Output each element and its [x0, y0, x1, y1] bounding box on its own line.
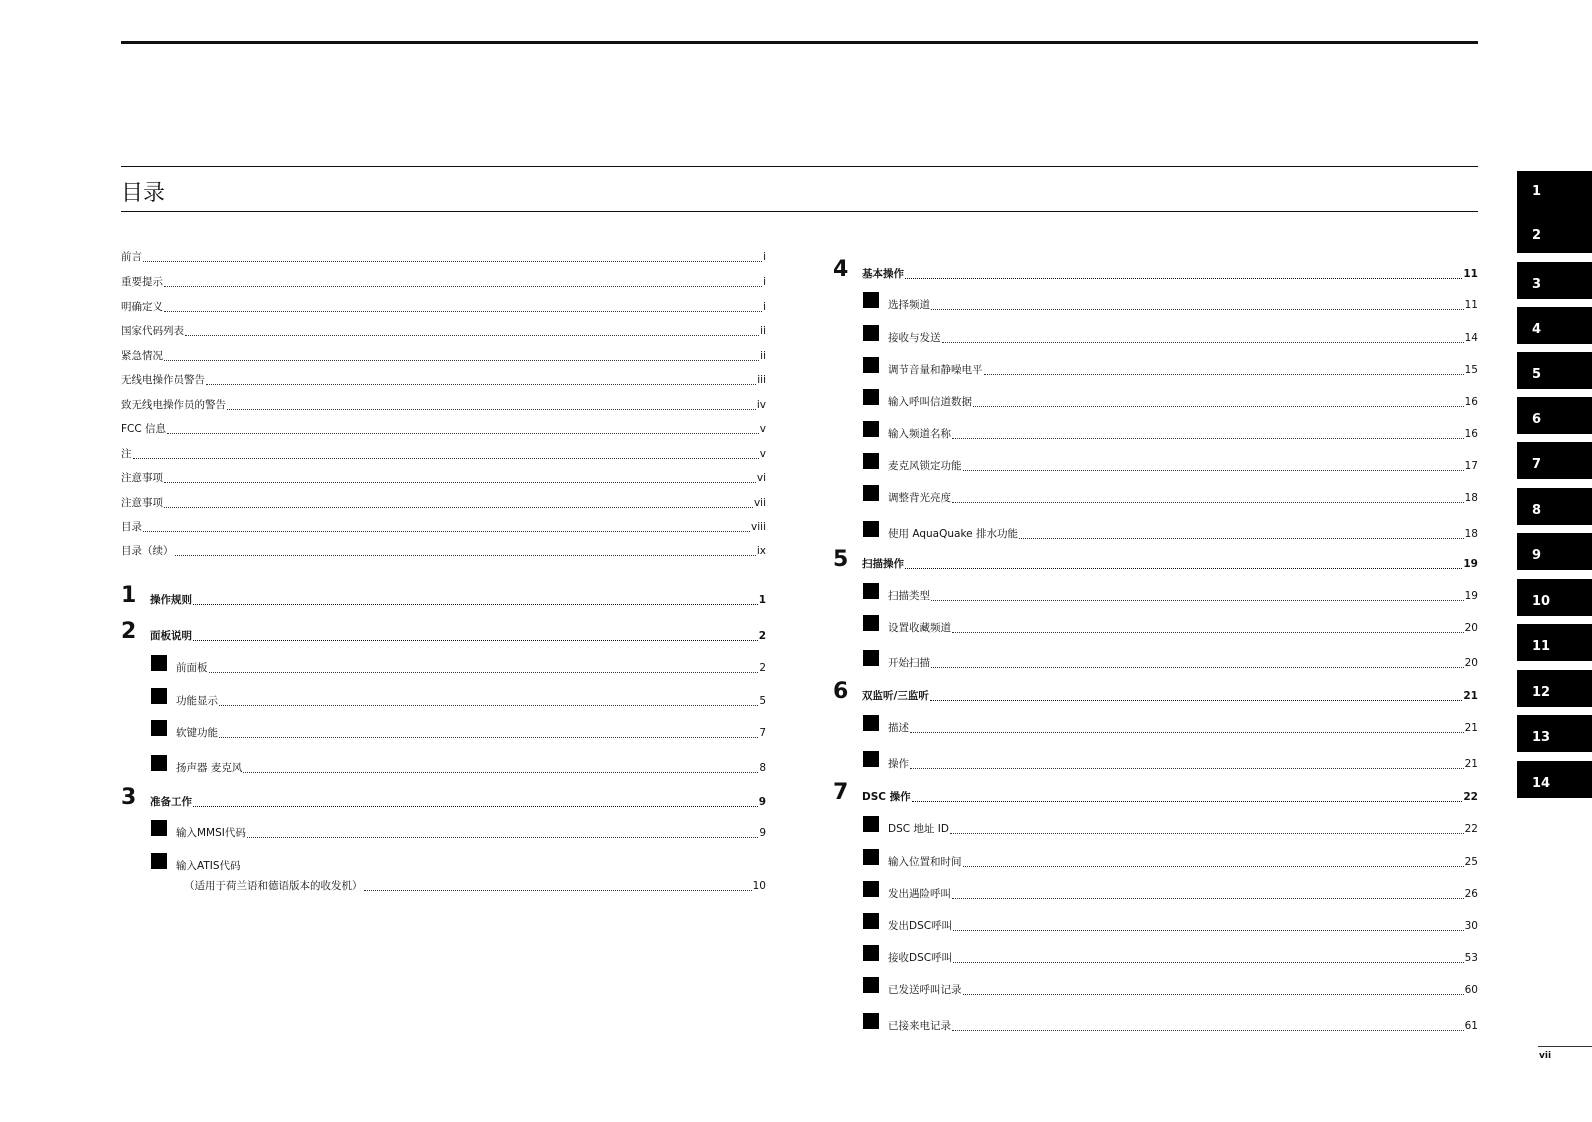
toc-entry-page: i	[763, 251, 766, 263]
toc-entry-page: 19	[1464, 590, 1478, 602]
section-marker-square	[863, 357, 879, 373]
dot-leader	[952, 898, 1464, 899]
dot-leader	[984, 374, 1464, 375]
section-marker-square	[863, 521, 879, 537]
section-marker-square	[151, 688, 167, 704]
toc-entry-label: 扫描类型	[888, 590, 930, 602]
chapter-tab-label: 3	[1532, 277, 1542, 292]
toc-entry-label: 软键功能	[176, 727, 218, 739]
toc-entry-page: 2	[758, 630, 766, 642]
dot-leader	[953, 930, 1464, 931]
toc-entry-page: 20	[1464, 622, 1478, 634]
toc-entry-page: 61	[1464, 1020, 1478, 1032]
toc-entry-label: 准备工作	[150, 796, 192, 808]
dot-leader	[364, 890, 752, 891]
dot-leader	[206, 384, 756, 385]
toc-entry-page: 20	[1464, 657, 1478, 669]
toc-entry-section[interactable]	[833, 977, 1478, 997]
toc-entry-front[interactable]	[121, 350, 766, 363]
dot-leader	[953, 962, 1464, 963]
section-marker-square	[863, 977, 879, 993]
section-marker-square	[863, 615, 879, 631]
section-marker-square	[863, 913, 879, 929]
chapter-tab-label: 4	[1532, 322, 1542, 337]
dot-leader	[1019, 538, 1464, 539]
toc-entry-section[interactable]	[833, 751, 1478, 771]
section-marker-square	[151, 755, 167, 771]
toc-entry-section[interactable]	[121, 853, 766, 873]
chapter-tab-label: 2	[1532, 228, 1542, 243]
chapter-tab-13[interactable]	[1517, 715, 1592, 752]
toc-entry-page: v	[759, 448, 766, 460]
toc-entry-front[interactable]	[121, 497, 766, 510]
section-marker-square	[863, 881, 879, 897]
toc-entry-label: 输入ATIS代码	[176, 860, 241, 872]
toc-entry-front[interactable]	[121, 448, 766, 461]
toc-entry-label: 注意事项	[121, 472, 163, 484]
chapter-number: 3	[121, 785, 137, 810]
toc-entry-page: 21	[1464, 722, 1478, 734]
dot-leader	[227, 409, 756, 410]
chapter-tab-label: 7	[1532, 457, 1542, 472]
toc-entry-label: 麦克风锁定功能	[888, 460, 962, 472]
section-marker-square	[863, 849, 879, 865]
dot-leader	[905, 278, 1462, 279]
toc-entry-front[interactable]	[121, 374, 766, 387]
toc-entry-page: 53	[1464, 952, 1478, 964]
section-marker-square	[863, 650, 879, 666]
toc-entry-section[interactable]	[121, 720, 766, 740]
toc-entry-section[interactable]	[833, 913, 1478, 933]
toc-entry-label: 目录（续）	[121, 545, 174, 557]
dot-leader	[143, 261, 762, 262]
chapter-number: 4	[833, 257, 849, 282]
toc-entry-label: 前言	[121, 251, 142, 263]
toc-entry-label: 调节音量和静噪电平	[888, 364, 983, 376]
section-marker-square	[863, 751, 879, 767]
toc-entry-page: i	[763, 301, 766, 313]
toc-entry-section[interactable]	[833, 945, 1478, 965]
dot-leader	[952, 502, 1464, 503]
chapter-number: 6	[833, 679, 849, 704]
toc-entry-label: DSC 操作	[862, 791, 911, 803]
dot-leader	[219, 737, 758, 738]
toc-entry-section[interactable]	[833, 325, 1478, 345]
toc-entry-label: （适用于荷兰语和德语版本的收发机）	[184, 880, 363, 892]
toc-entry-page: 10	[752, 880, 766, 892]
chapter-tab-label: 8	[1532, 503, 1542, 518]
title-rule-top	[121, 166, 1478, 167]
chapter-tab-label: 9	[1532, 548, 1542, 563]
chapter-tab-8[interactable]	[1517, 488, 1592, 525]
dot-leader	[167, 433, 759, 434]
toc-entry-label: 前面板	[176, 662, 208, 674]
toc-entry-section[interactable]	[833, 453, 1478, 473]
dot-leader	[164, 507, 753, 508]
dot-leader	[930, 700, 1463, 701]
toc-entry-label: 描述	[888, 722, 909, 734]
toc-entry-page: 26	[1464, 888, 1478, 900]
toc-entry-label: 已接来电记录	[888, 1020, 951, 1032]
dot-leader	[912, 801, 1463, 802]
toc-entry-label: 输入频道名称	[888, 428, 951, 440]
dot-leader	[164, 482, 756, 483]
chapter-tab-3[interactable]	[1517, 262, 1592, 299]
toc-entry-page: 1	[758, 594, 766, 606]
dot-leader	[209, 672, 759, 673]
toc-entry-section[interactable]	[121, 655, 766, 675]
toc-entry-page: 25	[1464, 856, 1478, 868]
toc-entry-label: 已发送呼叫记录	[888, 984, 962, 996]
top-rule	[121, 41, 1478, 44]
dot-leader	[952, 632, 1464, 633]
chapter-tab-10[interactable]	[1517, 579, 1592, 616]
toc-entry-page: 22	[1464, 823, 1478, 835]
toc-entry-page: 14	[1464, 332, 1478, 344]
toc-entry-page: ii	[760, 325, 766, 337]
toc-entry-page: vii	[753, 497, 766, 509]
toc-entry-label: 接收与发送	[888, 332, 941, 344]
toc-entry-section[interactable]	[833, 389, 1478, 409]
toc-entry-section[interactable]	[121, 688, 766, 708]
toc-entry-page: 7	[759, 727, 766, 739]
dot-leader	[931, 600, 1464, 601]
toc-entry-section[interactable]	[833, 816, 1478, 836]
chapter-tab-5[interactable]	[1517, 352, 1592, 389]
section-marker-square	[151, 820, 167, 836]
toc-entry-label: 紧急情况	[121, 350, 163, 362]
dot-leader	[963, 866, 1464, 867]
toc-entry-front[interactable]	[121, 545, 766, 558]
toc-entry-section[interactable]	[833, 583, 1478, 603]
toc-entry-label: 扬声器 麦克风	[176, 762, 243, 774]
toc-entry-label: 重要提示	[121, 276, 163, 288]
toc-entry-section[interactable]	[833, 881, 1478, 901]
toc-entry-label: 调整背光亮度	[888, 492, 951, 504]
chapter-number: 2	[121, 619, 137, 644]
chapter-tab-1-2[interactable]	[1517, 171, 1592, 253]
toc-entry-label: 输入呼叫信道数据	[888, 396, 972, 408]
chapter-number: 1	[121, 583, 137, 608]
page-title: 目录	[121, 181, 166, 206]
toc-entry-page: 21	[1463, 690, 1478, 702]
chapter-number: 5	[833, 547, 849, 572]
dot-leader	[164, 360, 759, 361]
dot-leader	[247, 837, 758, 838]
toc-entry-section[interactable]	[833, 521, 1478, 541]
toc-entry-label: 功能显示	[176, 695, 218, 707]
chapter-tab-label: 11	[1532, 639, 1551, 654]
page-number-rule	[1538, 1046, 1592, 1047]
dot-leader	[963, 470, 1464, 471]
toc-entry-label: DSC 地址 ID	[888, 823, 949, 835]
chapter-tab-14[interactable]	[1517, 761, 1592, 798]
toc-entry-label: FCC 信息	[121, 423, 167, 435]
section-marker-square	[863, 325, 879, 341]
section-marker-square	[151, 720, 167, 736]
dot-leader	[243, 772, 758, 773]
toc-entry-section[interactable]	[833, 650, 1478, 670]
toc-entry-front[interactable]	[121, 251, 766, 264]
dot-leader	[219, 705, 758, 706]
section-marker-square	[863, 945, 879, 961]
toc-entry-label: 开始扫描	[888, 657, 930, 669]
chapter-tab-4[interactable]	[1517, 307, 1592, 344]
toc-entry-label: 注	[121, 448, 132, 460]
chapter-tab-label: 12	[1532, 685, 1551, 700]
dot-leader	[973, 406, 1464, 407]
toc-entry-section[interactable]	[833, 615, 1478, 635]
dot-leader	[143, 531, 750, 532]
toc-entry-page: 15	[1464, 364, 1478, 376]
dot-leader	[931, 309, 1464, 310]
chapter-tab-9[interactable]	[1517, 533, 1592, 570]
toc-entry-page: v	[759, 423, 766, 435]
toc-entry-chapter[interactable]	[121, 621, 766, 643]
dot-leader	[942, 342, 1464, 343]
toc-entry-front[interactable]	[121, 399, 766, 412]
chapter-tab-label: 6	[1532, 412, 1542, 427]
toc-entry-page: 22	[1463, 791, 1478, 803]
section-marker-square	[151, 655, 167, 671]
chapter-tab-6[interactable]	[1517, 397, 1592, 434]
toc-entry-page: ix	[756, 545, 766, 557]
toc-entry-section[interactable]	[833, 715, 1478, 735]
toc-entry-page: 16	[1464, 428, 1478, 440]
chapter-tab-label: 14	[1532, 776, 1551, 791]
chapter-tab-label: 13	[1532, 730, 1551, 745]
toc-entry-label: 选择频道	[888, 299, 930, 311]
dot-leader	[931, 667, 1464, 668]
dot-leader	[193, 640, 758, 641]
toc-entry-label: 双监听/三监听	[862, 690, 929, 702]
section-marker-square	[863, 816, 879, 832]
toc-entry-page: iii	[757, 374, 766, 386]
toc-entry-section[interactable]	[833, 421, 1478, 441]
chapter-tab-label: 5	[1532, 367, 1542, 382]
toc-entry-page: 18	[1464, 528, 1478, 540]
toc-entry-chapter[interactable]	[833, 681, 1478, 703]
toc-entry-front[interactable]	[121, 301, 766, 314]
dot-leader	[905, 568, 1462, 569]
dot-leader	[164, 311, 762, 312]
toc-entry-label: 输入MMSI代码	[176, 827, 246, 839]
toc-entry-label: 使用 AquaQuake 排水功能	[888, 528, 1018, 540]
toc-entry-page: 30	[1464, 920, 1478, 932]
toc-entry-front[interactable]	[121, 325, 766, 338]
toc-entry-page: 11	[1463, 268, 1478, 280]
toc-entry-label: 面板说明	[150, 630, 192, 642]
toc-entry-label: 致无线电操作员的警告	[121, 399, 226, 411]
section-marker-square	[151, 853, 167, 869]
dot-leader	[950, 833, 1464, 834]
dot-leader	[133, 458, 759, 459]
chapter-tab-12[interactable]	[1517, 670, 1592, 707]
dot-leader	[910, 768, 1464, 769]
toc-entry-page: 16	[1464, 396, 1478, 408]
chapter-tab-11[interactable]	[1517, 624, 1592, 661]
toc-entry-front[interactable]	[121, 472, 766, 485]
toc-entry-label: 发出遇险呼叫	[888, 888, 951, 900]
toc-entry-label: 目录	[121, 521, 142, 533]
chapter-number: 7	[833, 780, 849, 805]
toc-entry-label: 基本操作	[862, 268, 904, 280]
toc-entry-page: 5	[759, 695, 766, 707]
dot-leader	[952, 438, 1464, 439]
section-marker-square	[863, 715, 879, 731]
toc-entry-label: 操作规则	[150, 594, 192, 606]
toc-entry-label: 接收DSC呼叫	[888, 952, 953, 964]
toc-entry-front[interactable]	[121, 521, 766, 534]
chapter-tab-7[interactable]	[1517, 442, 1592, 479]
toc-entry-section[interactable]	[121, 755, 766, 775]
toc-entry-section[interactable]	[833, 1013, 1478, 1033]
toc-entry-page: 11	[1464, 299, 1478, 311]
section-marker-square	[863, 292, 879, 308]
toc-entry-page: 21	[1464, 758, 1478, 770]
toc-entry-page: 60	[1464, 984, 1478, 996]
section-marker-square	[863, 583, 879, 599]
toc-entry-page: ii	[760, 350, 766, 362]
dot-leader	[952, 1030, 1464, 1031]
chapter-tab-label: 1	[1532, 184, 1542, 199]
toc-entry-front[interactable]	[121, 423, 766, 436]
toc-entry-label: 注意事项	[121, 497, 163, 509]
toc-entry-page: 8	[759, 762, 766, 774]
toc-entry-page: iv	[756, 399, 766, 411]
dot-leader	[185, 335, 759, 336]
toc-entry-label: 输入位置和时间	[888, 856, 962, 868]
dot-leader	[910, 732, 1464, 733]
chapter-tab-label: 10	[1532, 594, 1551, 609]
toc-entry-label: 国家代码列表	[121, 325, 184, 337]
dot-leader	[963, 994, 1464, 995]
toc-entry-page: 2	[759, 662, 766, 674]
toc-entry-page: 9	[758, 796, 766, 808]
dot-leader	[175, 555, 756, 556]
toc-entry-chapter[interactable]	[121, 585, 766, 607]
toc-entry-label: 操作	[888, 758, 909, 770]
page-number: vii	[1539, 1051, 1552, 1061]
toc-entry-section[interactable]	[833, 849, 1478, 869]
toc-entry-page: i	[763, 276, 766, 288]
toc-entry-chapter[interactable]	[833, 259, 1478, 281]
section-marker-square	[863, 485, 879, 501]
toc-entry-section[interactable]	[833, 357, 1478, 377]
title-rule-bottom	[121, 211, 1478, 212]
section-marker-square	[863, 453, 879, 469]
dot-leader	[164, 286, 762, 287]
toc-entry-page: 9	[759, 827, 766, 839]
toc-entry-label: 扫描操作	[862, 558, 904, 570]
toc-entry-chapter[interactable]	[833, 549, 1478, 571]
toc-entry-section[interactable]	[121, 820, 766, 840]
dot-leader	[193, 604, 758, 605]
toc-entry-chapter[interactable]	[833, 782, 1478, 804]
toc-entry-label: 明确定义	[121, 301, 163, 313]
toc-entry-cont[interactable]	[121, 880, 766, 893]
toc-entry-page: 18	[1464, 492, 1478, 504]
toc-entry-page: viii	[751, 521, 766, 533]
toc-entry-section[interactable]	[833, 485, 1478, 505]
toc-entry-page: 19	[1463, 558, 1478, 570]
toc-entry-label: 无线电操作员警告	[121, 374, 205, 386]
toc-entry-label: 发出DSC呼叫	[888, 920, 953, 932]
section-marker-square	[863, 1013, 879, 1029]
section-marker-square	[863, 389, 879, 405]
toc-entry-page: vi	[756, 472, 766, 484]
toc-entry-section[interactable]	[833, 292, 1478, 312]
section-marker-square	[863, 421, 879, 437]
toc-entry-label: 设置收藏频道	[888, 622, 951, 634]
toc-entry-page: 17	[1464, 460, 1478, 472]
dot-leader	[193, 806, 758, 807]
toc-entry-front[interactable]	[121, 276, 766, 289]
toc-entry-chapter[interactable]	[121, 787, 766, 809]
